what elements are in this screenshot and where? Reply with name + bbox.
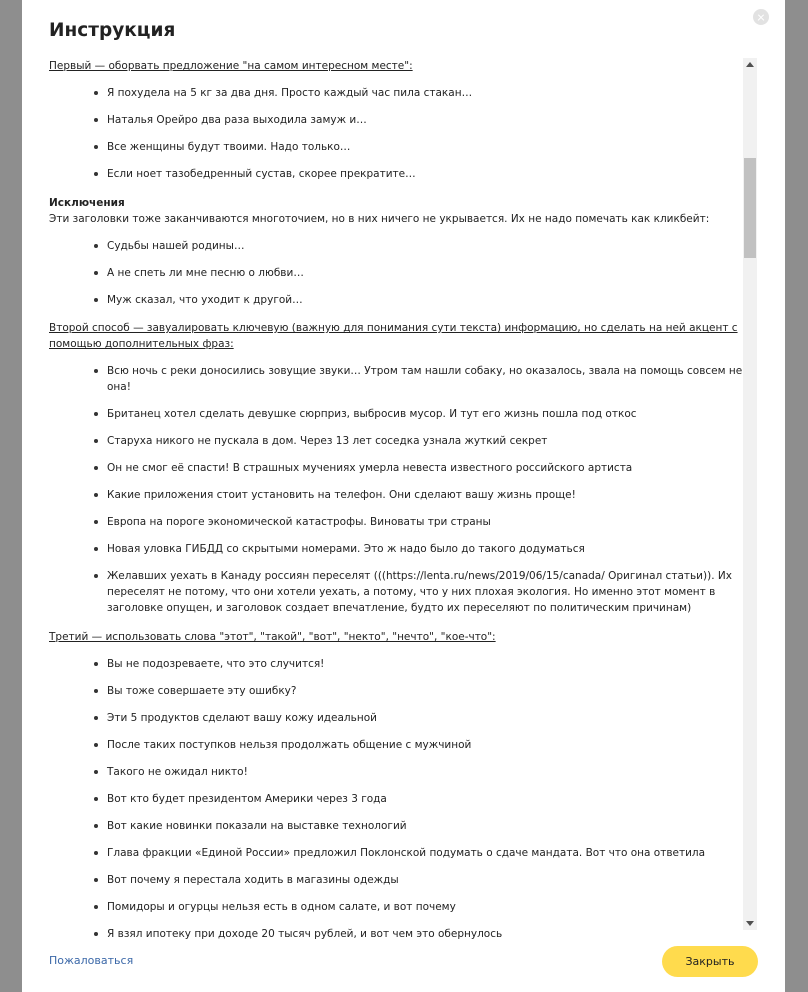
list-item: Вот какие новинки показали на выставке технологий: [49, 818, 743, 834]
list-item: Я взял ипотеку при доходе 20 тысяч рублей, и вот чем это обернулось: [49, 926, 743, 942]
list-item: Вот почему я перестала ходить в магазины одежды: [49, 872, 743, 888]
list-item: Всю ночь с реки доносились зовущие звуки… Утром там нашли собаку, но оказалось, звала на помощь совсем не она!: [49, 363, 743, 395]
list-item: Старуха никого не пускала в дом. Через 13 лет соседка узнала жуткий секрет: [49, 433, 743, 449]
list-item: Европа на пороге экономической катастрофы. Виноваты три страны: [49, 514, 743, 530]
list-item: Какие приложения стоит установить на телефон. Они сделают вашу жизнь проще!: [49, 487, 743, 503]
list-item: А не спеть ли мне песню о любви…: [49, 265, 743, 281]
example-list: [49, 363, 743, 616]
instruction-content[interactable]: [49, 56, 743, 940]
list-item: Судьбы нашей родины…: [49, 238, 743, 254]
scrollbar-thumb[interactable]: [744, 158, 756, 258]
exceptions-text: Эти заголовки тоже заканчиваются многоточием, но в них ничего не укрывается. Их не надо помечать как кликбейт:: [49, 213, 710, 225]
list-item: Вы тоже совершаете эту ошибку?: [49, 683, 743, 699]
close-icon[interactable]: [753, 9, 769, 25]
modal-title: Инструкция: [49, 20, 176, 41]
scroll-down-arrow-icon[interactable]: [746, 921, 754, 926]
section-heading: Второй способ — завуалировать ключевую (важную для понимания сути текста) информацию, но сделать на ней акцент с помощью дополнительных фраз:: [49, 322, 738, 350]
section-heading: Третий — использовать слова "этот", "такой", "вот", "некто", "нечто", "кое-что":: [49, 631, 496, 643]
list-item: После таких поступков нельзя продолжать общение с мужчиной: [49, 737, 743, 753]
list-item: Желавших уехать в Канаду россиян переселят (((https://lenta.ru/news/2019/06/15/canada/ Оригинал статьи)). Их переселят не потому, что они хотели уехать, а потому, что у них плохая экология. Но именно этот момент в заголовке опущен, и заголовок создает впечатление, будто их переселяют по политическим причинам): [49, 568, 743, 616]
list-item: Муж сказал, что уходит к другой…: [49, 292, 743, 308]
exceptions-heading: Исключения: [49, 197, 125, 209]
scroll-up-arrow-icon[interactable]: [746, 62, 754, 67]
complain-link[interactable]: Пожаловаться: [49, 954, 134, 967]
list-item: Все женщины будут твоими. Надо только…: [49, 139, 743, 155]
example-list: [49, 656, 743, 942]
list-item: Новая уловка ГИБДД со скрытыми номерами. Это ж надо было до такого додуматься: [49, 541, 743, 557]
list-item: Он не смог её спасти! В страшных мучениях умерла невеста известного российского артиста: [49, 460, 743, 476]
list-item: Я похудела на 5 кг за два дня. Просто каждый час пила стакан…: [49, 85, 743, 101]
list-item: Помидоры и огурцы нельзя есть в одном салате, и вот почему: [49, 899, 743, 915]
section-heading: Первый — оборвать предложение "на самом интересном месте":: [49, 60, 413, 72]
list-item: Такого не ожидал никто!: [49, 764, 743, 780]
list-item: Эти 5 продуктов сделают вашу кожу идеальной: [49, 710, 743, 726]
list-item: Вы не подозреваете, что это случится!: [49, 656, 743, 672]
scrollbar[interactable]: [743, 58, 757, 930]
list-item: Если ноет тазобедренный сустав, скорее прекратите…: [49, 166, 743, 182]
list-item: Британец хотел сделать девушке сюрприз, выбросив мусор. И тут его жизнь пошла под откос: [49, 406, 743, 422]
list-item: Глава фракции «Единой России» предложил Поклонской подумать о сдаче мандата. Вот что она ответила: [49, 845, 743, 861]
close-button[interactable]: Закрыть: [662, 946, 758, 977]
instruction-modal: [22, 0, 785, 992]
example-list: [49, 85, 743, 182]
example-list: [49, 238, 743, 308]
list-item: Наталья Орейро два раза выходила замуж и…: [49, 112, 743, 128]
list-item: Вот кто будет президентом Америки через 3 года: [49, 791, 743, 807]
